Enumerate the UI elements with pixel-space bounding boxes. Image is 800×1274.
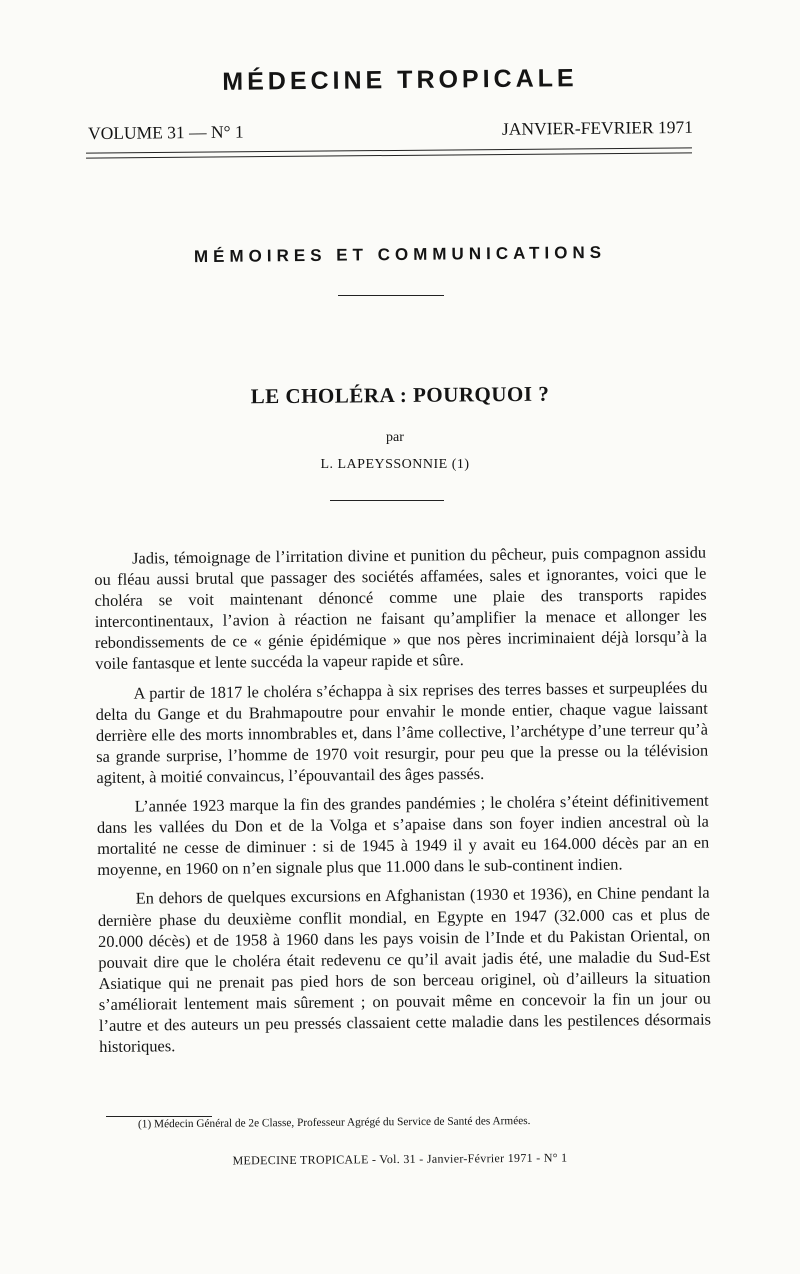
byline-author: L. LAPEYSSONNIE (1) (320, 457, 470, 472)
page-footer: MEDECINE TROPICALE - Vol. 31 - Janvier-Février 1971 - N° 1 (232, 1150, 568, 1168)
footnote: (1) Médecin Général de 2e Classe, Professeur Agrégé du Service de Santé des Armées. (137, 1115, 531, 1131)
byline-divider (330, 500, 444, 501)
paragraph: A partir de 1817 le choléra s’échappa à six reprises des terres basses et surpeuplées du delta du Gange et du Brahmapoutre pour envahir le monde entier, chaque vague laissant derrière elle des morts innombrables et, dans l’âme collective, l’archétype d’une terreur qu’à sa grande surprise, l’homme de 1970 voit resurgir, pour peu que la presse ou la télévision agitent, à moitié convaincus, l’épouvantail des âges passés. (95, 677, 709, 787)
paragraph: En dehors de quelques excursions en Afghanistan (1930 et 1936), en Chine pendant la dernière phase du deuxième conflit mondial, en Egypte en 1947 (32.000 cas et plus de 20.000 décès) et de 1958 à 1960 dans les pays voisin de l’Inde et du Pakistan Oriental, on pouvait dire que le choléra était redevenu ce qu’il avait jadis été, une maladie du Sud-Est Asiatique qui ne prenait pas pied hors de son berceau originel, où d’ailleurs la situation s’améliorait lentement mais sûrement ; on pouvait même en concevoir la fin un jour ou l’autre et des auteurs un peu pressés classaient cette maladie dans les pestilences désormais historiques. (97, 882, 712, 1057)
journal-title: MÉDECINE TROPICALE (222, 64, 578, 96)
paragraph: L’année 1923 marque la fin des grandes pandémies ; le choléra s’éteint définitivement dans les vallées du Don et de la Volga et s’apaise dans son foyer indien ancestral où la mortalité ne cesse de diminuer : si de 1945 à 1949 il y avait eu 164.000 décès par an en moyenne, en 1960 on n’en signale plus que 11.000 dans le sub-continent indien. (96, 790, 710, 880)
byline-by: par (386, 430, 404, 445)
article-title: LE CHOLÉRA : POURQUOI ? (250, 381, 550, 409)
paragraph: Jadis, témoignage de l’irritation divine et punition du pêcheur, puis compagnon assidu ou fléau aussi brutal que passager des sociétés affamées, sales et ignorantes, voici que le choléra se voit maintenant dénoncé comme une plaie des transports rapides intercontinentaux, l’avion à réaction ne faisant qu’amplifier la menace et allonger les rebondissements de ce « génie épidémique » que nos pères incriminaient déjà lorsqu’à la voile fantasque et lente succéda la vapeur rapide et sûre. (94, 542, 708, 674)
section-title: MÉMOIRES ET COMMUNICATIONS (193, 242, 607, 267)
header-double-rule (86, 147, 692, 158)
volume-number: VOLUME 31 — N° 1 (87, 121, 244, 144)
footnote-rule (106, 1116, 212, 1117)
article-body (94, 542, 711, 1066)
section-divider (338, 295, 444, 296)
issue-line (88, 117, 693, 144)
issue-date: JANVIER-FEVRIER 1971 (501, 116, 694, 139)
